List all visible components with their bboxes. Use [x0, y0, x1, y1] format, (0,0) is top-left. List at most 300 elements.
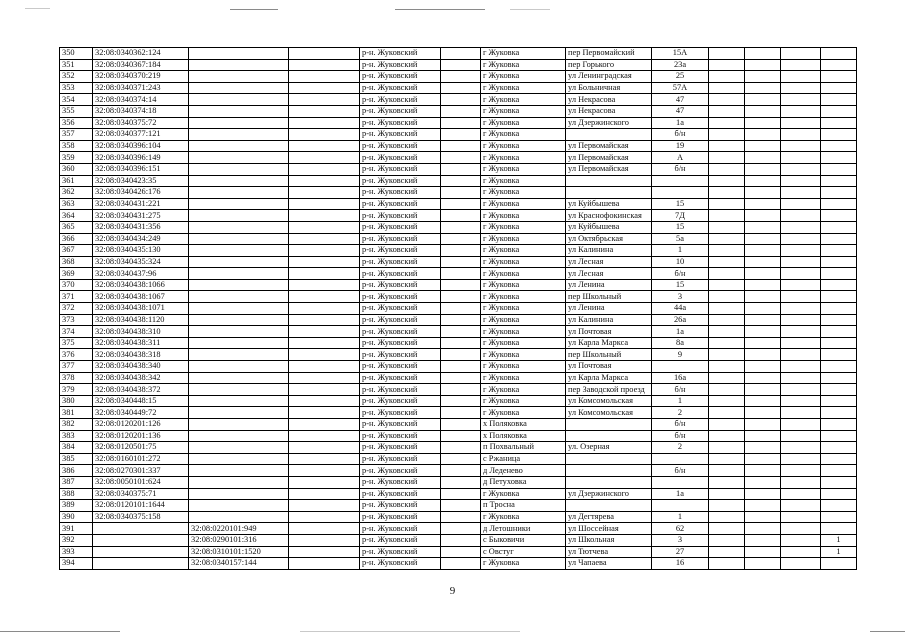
blank-cell [441, 349, 481, 361]
scan-top-line-right [510, 9, 550, 10]
extra-cell [781, 465, 821, 477]
house-number-cell [652, 500, 709, 512]
settlement-cell: г Жуковка [481, 152, 566, 164]
house-number-cell [652, 187, 709, 199]
house-number-cell: 5а [652, 233, 709, 245]
house-number-cell: 9 [652, 349, 709, 361]
table-row [60, 279, 857, 291]
street-cell: ул Дегтярева [566, 511, 652, 523]
extra-cell [709, 221, 745, 233]
district-cell: р-н. Жуковский [360, 175, 441, 187]
extra-cell [709, 245, 745, 257]
extra-cell [709, 546, 745, 558]
extra-cell [709, 303, 745, 315]
blank-cell [441, 534, 481, 546]
blank-cell [289, 140, 360, 152]
table-row [60, 268, 857, 280]
district-cell: р-н. Жуковский [360, 488, 441, 500]
count-cell [821, 442, 857, 454]
scan-bottom-line-right [870, 631, 905, 632]
settlement-cell: г Жуковка [481, 384, 566, 396]
count-cell [821, 488, 857, 500]
table-row [60, 337, 857, 349]
extra-cell [709, 256, 745, 268]
extra-cell [709, 268, 745, 280]
extra-cell [781, 488, 821, 500]
table-row [60, 511, 857, 523]
settlement-cell: д Петуховка [481, 476, 566, 488]
cadastral-number-cell: 32:08:0340396:104 [93, 140, 189, 152]
house-number-cell: 1а [652, 117, 709, 129]
count-cell [821, 129, 857, 141]
extra-cell [781, 140, 821, 152]
count-cell [821, 82, 857, 94]
scan-bottom-line-center [300, 631, 520, 632]
count-cell [821, 372, 857, 384]
house-number-cell: 19 [652, 140, 709, 152]
settlement-cell: г Жуковка [481, 233, 566, 245]
cadastral-number-alt-cell [189, 291, 289, 303]
house-number-cell: 44а [652, 303, 709, 315]
extra-cell [745, 129, 781, 141]
street-cell [566, 187, 652, 199]
cadastral-number-cell: 32:08:0340438:310 [93, 326, 189, 338]
street-cell: ул Куйбышева [566, 198, 652, 210]
scan-bottom-line-left [0, 631, 120, 632]
count-cell [821, 256, 857, 268]
count-cell [821, 303, 857, 315]
district-cell: р-н. Жуковский [360, 303, 441, 315]
cadastral-number-alt-cell [189, 395, 289, 407]
cadastral-number-alt-cell [189, 82, 289, 94]
table-body [60, 48, 857, 570]
blank-cell [289, 268, 360, 280]
extra-cell [745, 465, 781, 477]
blank-cell [441, 94, 481, 106]
extra-cell [709, 361, 745, 373]
blank-cell [289, 117, 360, 129]
blank-cell [441, 395, 481, 407]
settlement-cell: д Летошники [481, 523, 566, 535]
table-row [60, 187, 857, 199]
street-cell: ул Комсомольская [566, 407, 652, 419]
cadastral-number-cell: 32:08:0340396:151 [93, 163, 189, 175]
extra-cell [781, 372, 821, 384]
count-cell [821, 48, 857, 60]
house-number-cell [652, 361, 709, 373]
blank-cell [289, 488, 360, 500]
extra-cell [781, 349, 821, 361]
cadastral-number-cell: 32:08:0120101:1644 [93, 500, 189, 512]
row-number-cell: 376 [60, 349, 93, 361]
table-row [60, 372, 857, 384]
registry-table [59, 47, 857, 570]
extra-cell [709, 534, 745, 546]
row-number-cell: 366 [60, 233, 93, 245]
extra-cell [709, 476, 745, 488]
extra-cell [709, 523, 745, 535]
count-cell [821, 163, 857, 175]
cadastral-number-cell [93, 523, 189, 535]
extra-cell [745, 395, 781, 407]
street-cell [566, 500, 652, 512]
row-number-cell: 364 [60, 210, 93, 222]
district-cell: р-н. Жуковский [360, 500, 441, 512]
blank-cell [441, 59, 481, 71]
settlement-cell: г Жуковка [481, 488, 566, 500]
table-row [60, 488, 857, 500]
blank-cell [441, 430, 481, 442]
district-cell: р-н. Жуковский [360, 523, 441, 535]
district-cell: р-н. Жуковский [360, 210, 441, 222]
table-row [60, 419, 857, 431]
extra-cell [781, 558, 821, 570]
district-cell: р-н. Жуковский [360, 511, 441, 523]
street-cell: пер Первомайский [566, 48, 652, 60]
extra-cell [781, 59, 821, 71]
extra-cell [781, 326, 821, 338]
house-number-cell: б/н [652, 268, 709, 280]
extra-cell [709, 337, 745, 349]
district-cell: р-н. Жуковский [360, 476, 441, 488]
street-cell: ул Ленинградская [566, 71, 652, 83]
cadastral-number-alt-cell [189, 337, 289, 349]
table-row [60, 558, 857, 570]
blank-cell [289, 303, 360, 315]
settlement-cell: с Быковичи [481, 534, 566, 546]
extra-cell [781, 129, 821, 141]
extra-cell [709, 117, 745, 129]
extra-cell [709, 372, 745, 384]
count-cell: 1 [821, 534, 857, 546]
street-cell: ул Первомайская [566, 152, 652, 164]
blank-cell [441, 546, 481, 558]
cadastral-number-cell: 32:08:0340375:71 [93, 488, 189, 500]
street-cell: ул Чапаева [566, 558, 652, 570]
count-cell [821, 326, 857, 338]
count-cell [821, 152, 857, 164]
settlement-cell: г Жуковка [481, 291, 566, 303]
extra-cell [781, 117, 821, 129]
row-number-cell: 383 [60, 430, 93, 442]
street-cell: пер Школьный [566, 349, 652, 361]
extra-cell [745, 163, 781, 175]
house-number-cell: 16 [652, 558, 709, 570]
street-cell: ул Куйбышева [566, 221, 652, 233]
extra-cell [781, 163, 821, 175]
blank-cell [289, 94, 360, 106]
cadastral-number-cell: 32:08:0340437:96 [93, 268, 189, 280]
row-number-cell: 375 [60, 337, 93, 349]
row-number-cell: 390 [60, 511, 93, 523]
blank-cell [441, 233, 481, 245]
table-row [60, 523, 857, 535]
table-row [60, 407, 857, 419]
row-number-cell: 389 [60, 500, 93, 512]
table-row [60, 291, 857, 303]
house-number-cell: 27 [652, 546, 709, 558]
extra-cell [709, 453, 745, 465]
blank-cell [441, 500, 481, 512]
extra-cell [781, 361, 821, 373]
count-cell [821, 175, 857, 187]
district-cell: р-н. Жуковский [360, 82, 441, 94]
cadastral-number-alt-cell [189, 384, 289, 396]
extra-cell [745, 71, 781, 83]
cadastral-number-cell: 32:08:0340431:221 [93, 198, 189, 210]
blank-cell [441, 129, 481, 141]
house-number-cell: 26а [652, 314, 709, 326]
house-number-cell: б/н [652, 430, 709, 442]
blank-cell [441, 163, 481, 175]
cadastral-number-cell: 32:08:0340374:14 [93, 94, 189, 106]
cadastral-number-cell: 32:08:0340375:72 [93, 117, 189, 129]
blank-cell [289, 442, 360, 454]
extra-cell [781, 303, 821, 315]
street-cell [566, 465, 652, 477]
district-cell: р-н. Жуковский [360, 48, 441, 60]
cadastral-number-cell: 32:08:0340434:249 [93, 233, 189, 245]
blank-cell [289, 129, 360, 141]
row-number-cell: 392 [60, 534, 93, 546]
blank-cell [289, 233, 360, 245]
district-cell: р-н. Жуковский [360, 187, 441, 199]
count-cell [821, 140, 857, 152]
blank-cell [441, 210, 481, 222]
blank-cell [289, 349, 360, 361]
settlement-cell: г Жуковка [481, 105, 566, 117]
blank-cell [441, 256, 481, 268]
settlement-cell: г Жуковка [481, 140, 566, 152]
extra-cell [781, 430, 821, 442]
extra-cell [709, 465, 745, 477]
cadastral-number-cell: 32:08:0340438:318 [93, 349, 189, 361]
extra-cell [709, 384, 745, 396]
blank-cell [289, 372, 360, 384]
blank-cell [289, 48, 360, 60]
table-row [60, 430, 857, 442]
count-cell [821, 337, 857, 349]
row-number-cell: 384 [60, 442, 93, 454]
district-cell: р-н. Жуковский [360, 152, 441, 164]
extra-cell [709, 175, 745, 187]
row-number-cell: 361 [60, 175, 93, 187]
extra-cell [781, 476, 821, 488]
blank-cell [289, 534, 360, 546]
extra-cell [745, 314, 781, 326]
count-cell [821, 59, 857, 71]
cadastral-number-alt-cell [189, 245, 289, 257]
settlement-cell: г Жуковка [481, 163, 566, 175]
blank-cell [441, 372, 481, 384]
settlement-cell: г Жуковка [481, 245, 566, 257]
district-cell: р-н. Жуковский [360, 256, 441, 268]
house-number-cell: 47 [652, 94, 709, 106]
settlement-cell: г Жуковка [481, 48, 566, 60]
house-number-cell: 1 [652, 395, 709, 407]
extra-cell [781, 546, 821, 558]
extra-cell [745, 210, 781, 222]
blank-cell [289, 59, 360, 71]
blank-cell [441, 476, 481, 488]
cadastral-number-cell: 32:08:0120201:126 [93, 419, 189, 431]
extra-cell [709, 210, 745, 222]
cadastral-number-cell: 32:08:0340374:18 [93, 105, 189, 117]
count-cell [821, 349, 857, 361]
district-cell: р-н. Жуковский [360, 245, 441, 257]
cadastral-number-alt-cell: 32:08:0290101:316 [189, 534, 289, 546]
blank-cell [441, 326, 481, 338]
house-number-cell: 2 [652, 407, 709, 419]
settlement-cell: г Жуковка [481, 187, 566, 199]
extra-cell [781, 453, 821, 465]
extra-cell [781, 534, 821, 546]
settlement-cell: г Жуковка [481, 94, 566, 106]
count-cell [821, 221, 857, 233]
table-row [60, 326, 857, 338]
blank-cell [441, 303, 481, 315]
street-cell: ул Лесная [566, 256, 652, 268]
row-number-cell: 385 [60, 453, 93, 465]
district-cell: р-н. Жуковский [360, 291, 441, 303]
extra-cell [745, 94, 781, 106]
table-row [60, 476, 857, 488]
row-number-cell: 368 [60, 256, 93, 268]
blank-cell [289, 361, 360, 373]
cadastral-number-cell: 32:08:0340438:372 [93, 384, 189, 396]
house-number-cell: 3 [652, 534, 709, 546]
house-number-cell: 2 [652, 442, 709, 454]
cadastral-number-alt-cell [189, 140, 289, 152]
extra-cell [781, 407, 821, 419]
settlement-cell: г Жуковка [481, 59, 566, 71]
cadastral-number-cell: 32:08:0340449:72 [93, 407, 189, 419]
blank-cell [289, 558, 360, 570]
extra-cell [745, 82, 781, 94]
district-cell: р-н. Жуковский [360, 361, 441, 373]
blank-cell [289, 245, 360, 257]
district-cell: р-н. Жуковский [360, 117, 441, 129]
house-number-cell: 8а [652, 337, 709, 349]
cadastral-number-cell: 32:08:0340438:1071 [93, 303, 189, 315]
district-cell: р-н. Жуковский [360, 94, 441, 106]
street-cell [566, 476, 652, 488]
extra-cell [709, 163, 745, 175]
row-number-cell: 386 [60, 465, 93, 477]
extra-cell [745, 384, 781, 396]
table-row [60, 163, 857, 175]
house-number-cell: 7Д [652, 210, 709, 222]
blank-cell [441, 407, 481, 419]
blank-cell [289, 326, 360, 338]
count-cell [821, 500, 857, 512]
district-cell: р-н. Жуковский [360, 372, 441, 384]
cadastral-number-cell: 32:08:0340362:124 [93, 48, 189, 60]
extra-cell [745, 256, 781, 268]
count-cell [821, 94, 857, 106]
cadastral-number-alt-cell: 32:08:0310101:1520 [189, 546, 289, 558]
row-number-cell: 362 [60, 187, 93, 199]
blank-cell [289, 175, 360, 187]
count-cell [821, 71, 857, 83]
district-cell: р-н. Жуковский [360, 140, 441, 152]
row-number-cell: 356 [60, 117, 93, 129]
street-cell [566, 430, 652, 442]
street-cell: ул Карла Маркса [566, 372, 652, 384]
count-cell [821, 419, 857, 431]
extra-cell [709, 511, 745, 523]
street-cell: ул Некрасова [566, 105, 652, 117]
settlement-cell: х Поляковка [481, 419, 566, 431]
blank-cell [441, 453, 481, 465]
street-cell: ул Калинина [566, 314, 652, 326]
extra-cell [745, 48, 781, 60]
extra-cell [781, 511, 821, 523]
settlement-cell: г Жуковка [481, 303, 566, 315]
cadastral-number-alt-cell [189, 314, 289, 326]
table-row [60, 129, 857, 141]
row-number-cell: 360 [60, 163, 93, 175]
table-row [60, 152, 857, 164]
extra-cell [745, 558, 781, 570]
count-cell [821, 105, 857, 117]
blank-cell [441, 82, 481, 94]
cadastral-number-alt-cell [189, 419, 289, 431]
cadastral-number-alt-cell [189, 117, 289, 129]
extra-cell [745, 198, 781, 210]
row-number-cell: 351 [60, 59, 93, 71]
cadastral-number-cell: 32:08:0340438:1066 [93, 279, 189, 291]
extra-cell [745, 152, 781, 164]
cadastral-number-alt-cell [189, 303, 289, 315]
blank-cell [441, 117, 481, 129]
extra-cell [709, 152, 745, 164]
extra-cell [781, 442, 821, 454]
settlement-cell: с Ржаница [481, 453, 566, 465]
street-cell: ул Шоссейная [566, 523, 652, 535]
blank-cell [289, 337, 360, 349]
district-cell: р-н. Жуковский [360, 59, 441, 71]
street-cell: ул Дзержинского [566, 117, 652, 129]
street-cell: ул Почтовая [566, 361, 652, 373]
cadastral-number-alt-cell [189, 198, 289, 210]
settlement-cell: г Жуковка [481, 558, 566, 570]
extra-cell [781, 221, 821, 233]
blank-cell [441, 488, 481, 500]
house-number-cell [652, 476, 709, 488]
row-number-cell: 394 [60, 558, 93, 570]
settlement-cell: г Жуковка [481, 256, 566, 268]
street-cell: ул Тютчева [566, 546, 652, 558]
cadastral-number-alt-cell [189, 187, 289, 199]
cadastral-number-cell: 32:08:0340438:1067 [93, 291, 189, 303]
extra-cell [745, 245, 781, 257]
blank-cell [441, 442, 481, 454]
settlement-cell: г Жуковка [481, 314, 566, 326]
table-row [60, 546, 857, 558]
row-number-cell: 367 [60, 245, 93, 257]
extra-cell [781, 279, 821, 291]
count-cell [821, 291, 857, 303]
blank-cell [289, 407, 360, 419]
street-cell [566, 129, 652, 141]
extra-cell [781, 523, 821, 535]
blank-cell [289, 256, 360, 268]
blank-cell [441, 152, 481, 164]
extra-cell [745, 279, 781, 291]
cadastral-number-cell [93, 534, 189, 546]
table-row [60, 71, 857, 83]
